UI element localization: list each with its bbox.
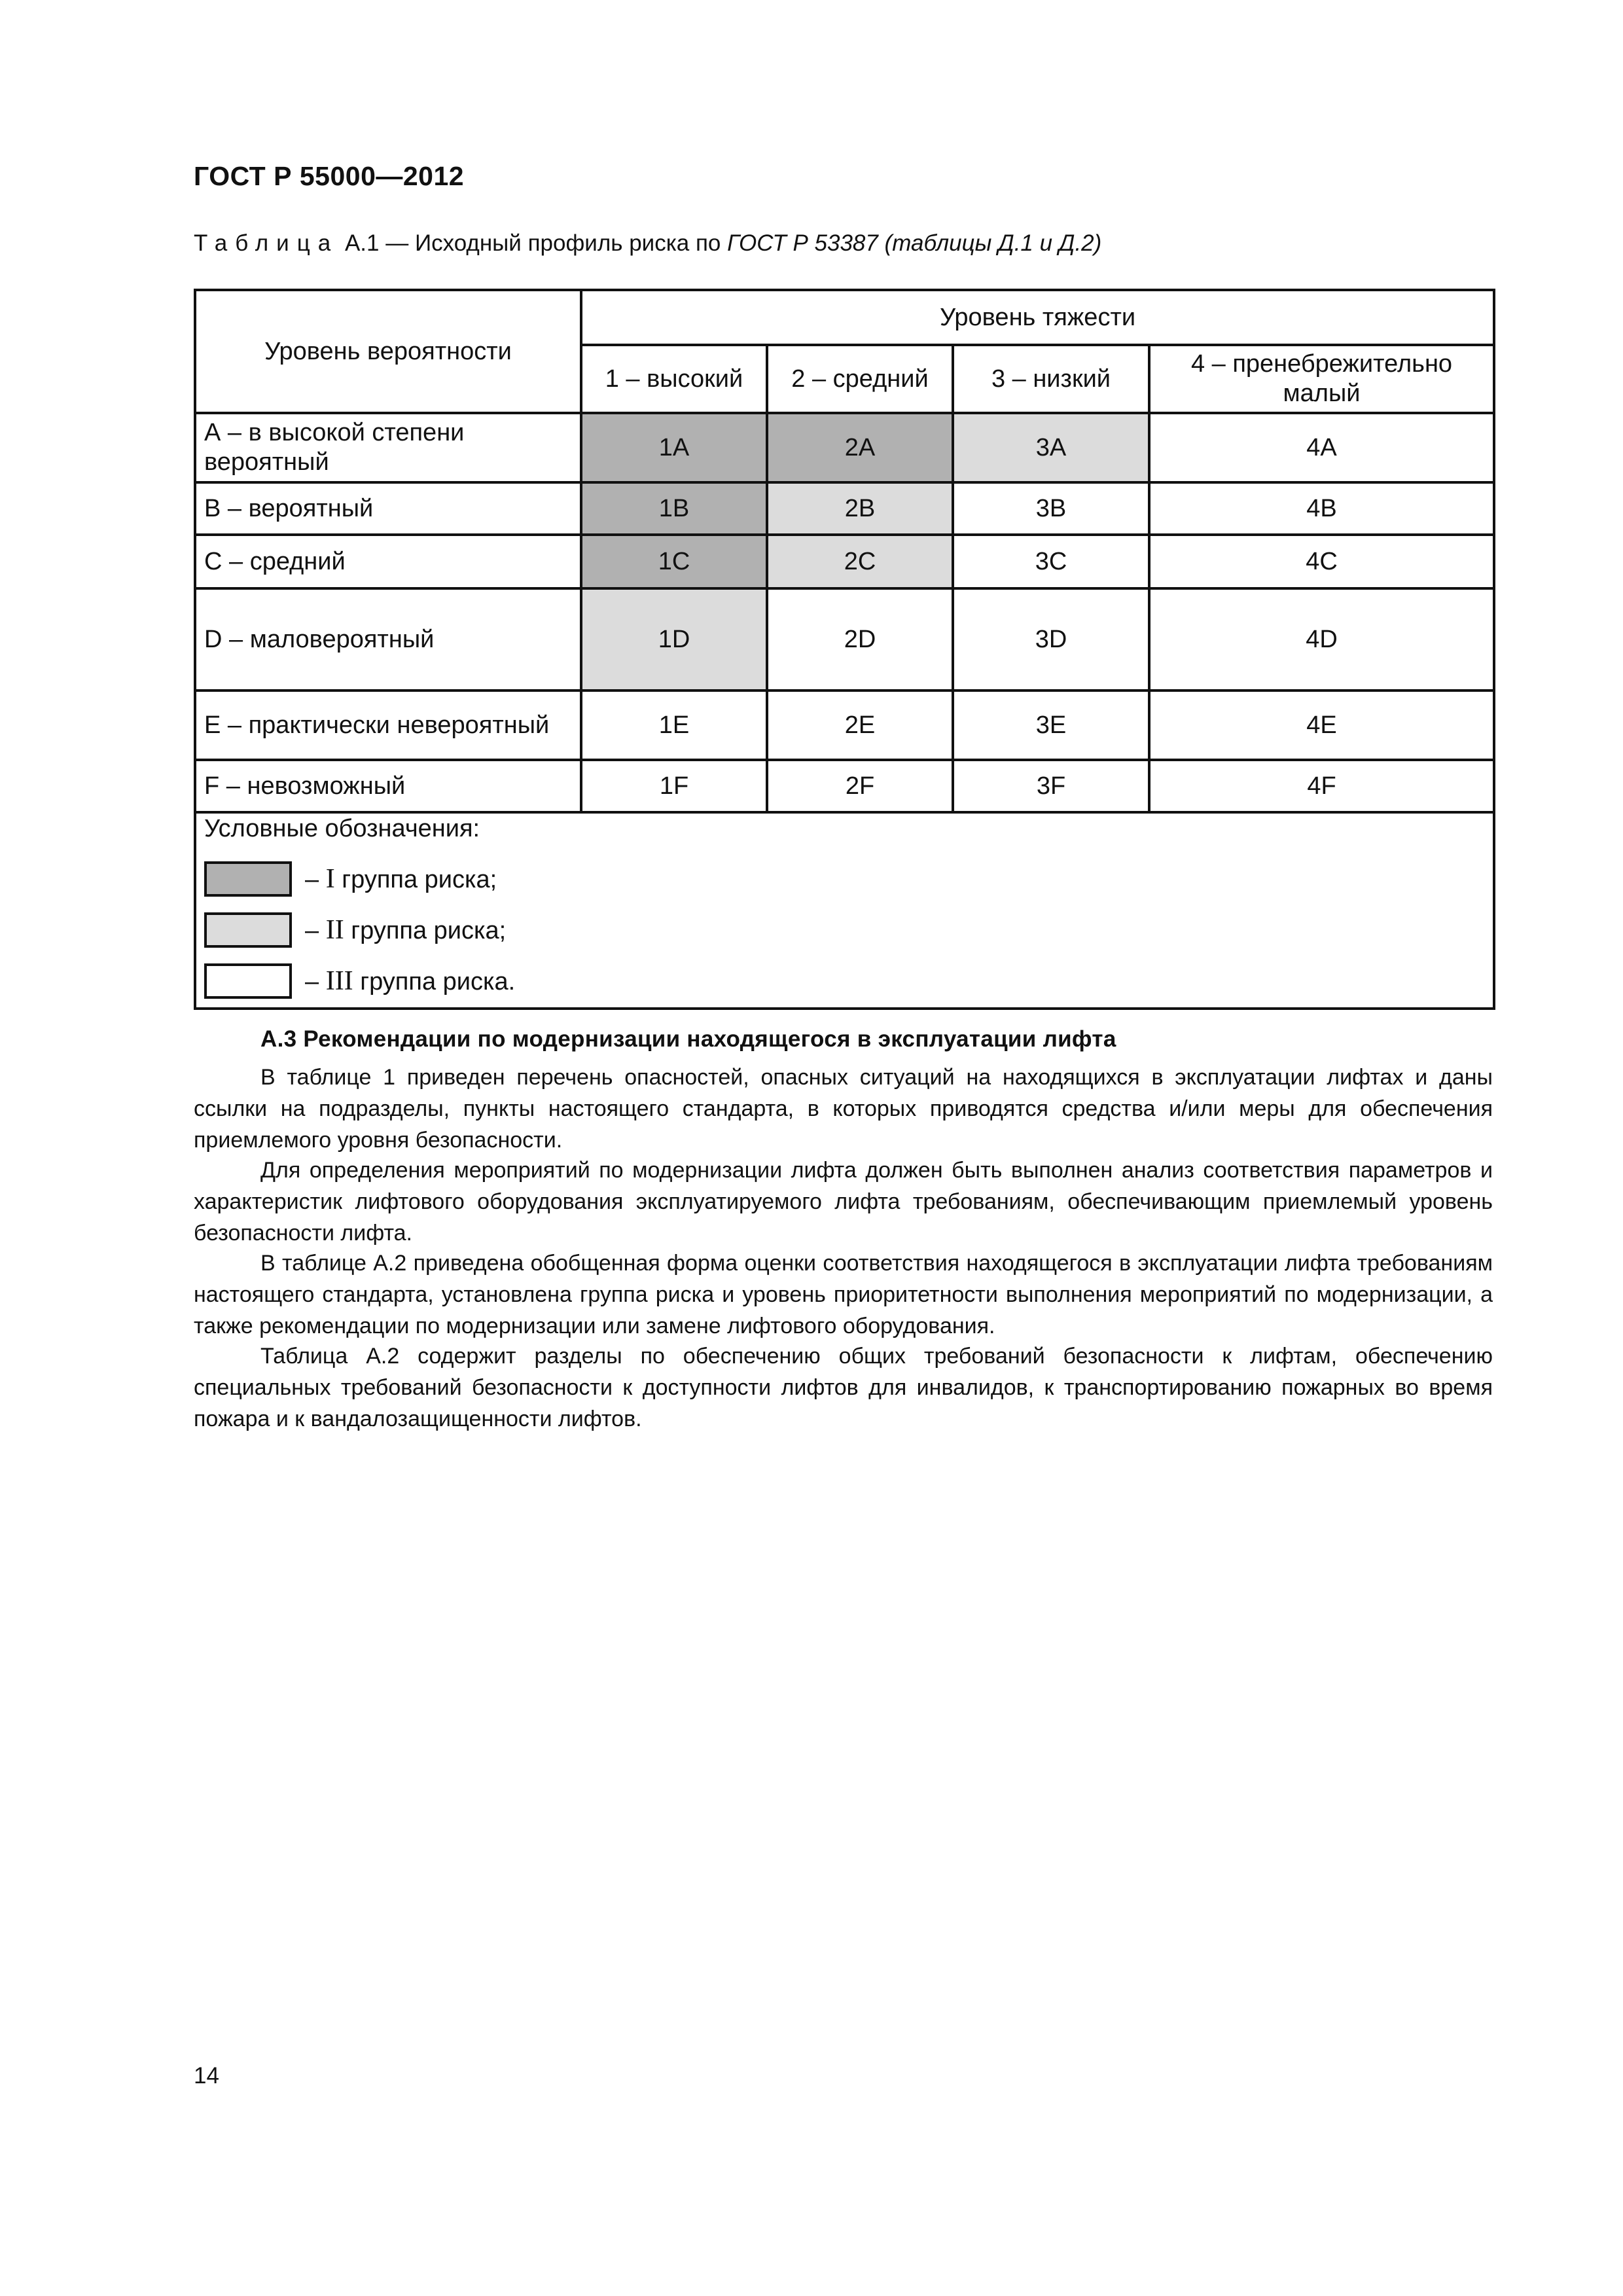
risk-profile-table [194, 289, 1495, 1010]
table-caption-reference: ГОСТ Р 53387 (таблицы Д.1 и Д.2) [727, 230, 1102, 256]
legend-roman-numeral: I [325, 863, 335, 894]
risk-cell: 1А [581, 413, 767, 482]
severity-level-1: 1 – высокий [581, 345, 767, 413]
risk-cell: 2В [767, 482, 953, 535]
risk-cell: 2D [767, 588, 953, 691]
risk-cell: 4E [1149, 691, 1494, 760]
risk-cell: 4А [1149, 413, 1494, 482]
risk-cell: 3F [953, 760, 1149, 812]
risk-cell: 3В [953, 482, 1149, 535]
probability-level-header: Уровень вероятности [195, 290, 581, 413]
risk-cell: 1F [581, 760, 767, 812]
legend-swatch [204, 912, 292, 948]
table-row [195, 535, 1494, 588]
table-caption [194, 230, 1101, 257]
legend-item-group-2 [204, 905, 1485, 956]
table-caption-text: А.1 — Исходный профиль риска по [338, 230, 728, 256]
risk-cell: 1С [581, 535, 767, 588]
legend-label [305, 863, 497, 896]
legend-swatch [204, 963, 292, 999]
legend-dash: – [305, 865, 326, 893]
risk-cell: 4D [1149, 588, 1494, 691]
row-label: D – маловероятный [195, 588, 581, 691]
severity-level-4: 4 – пренебрежительно малый [1149, 345, 1494, 413]
table-row [195, 588, 1494, 691]
row-label: В – вероятный [195, 482, 581, 535]
legend-swatch [204, 861, 292, 897]
table-row [195, 413, 1494, 482]
page-number: 14 [194, 2063, 219, 2089]
risk-cell: 4F [1149, 760, 1494, 812]
table-row [195, 691, 1494, 760]
severity-level-header: Уровень тяжести [581, 290, 1494, 345]
legend-title: Условные обозначения: [204, 814, 480, 842]
legend-text: группа риска; [344, 916, 507, 944]
risk-cell: 2E [767, 691, 953, 760]
table-row [195, 482, 1494, 535]
risk-cell: 1D [581, 588, 767, 691]
table-header-row [195, 290, 1494, 345]
risk-cell: 4С [1149, 535, 1494, 588]
risk-cell: 2А [767, 413, 953, 482]
severity-level-3: 3 – низкий [953, 345, 1149, 413]
body-paragraph: Таблица А.2 содержит разделы по обеспечению общих требований безопасности к лифтам, обеспечению специальных требований безопасности к доступности лифтов для инвалидов, к транспортированию пожарных во время пожара и к вандалозащищенности лифтов. [194, 1344, 1493, 1431]
risk-cell: 2F [767, 760, 953, 812]
legend-dash: – [305, 916, 326, 944]
legend-text: группа риска. [353, 967, 516, 996]
risk-cell: 1В [581, 482, 767, 535]
table-caption-label: Таблица [194, 230, 339, 256]
legend-text: группа риска; [334, 865, 497, 893]
risk-cell: 4В [1149, 482, 1494, 535]
severity-level-2: 2 – средний [767, 345, 953, 413]
row-label: E – практически невероятный [195, 691, 581, 760]
legend-dash: – [305, 967, 326, 996]
risk-cell: 3D [953, 588, 1149, 691]
row-label: F – невозможный [195, 760, 581, 812]
risk-cell: 3С [953, 535, 1149, 588]
legend [195, 812, 1494, 1009]
risk-cell: 2С [767, 535, 953, 588]
risk-cell: 1E [581, 691, 767, 760]
section-heading: А.3 Рекомендации по модернизации находящегося в эксплуатации лифта [260, 1026, 1116, 1052]
row-label: С – средний [195, 535, 581, 588]
legend-label [305, 965, 515, 998]
body-paragraph: В таблице А.2 приведена обобщенная форма оценки соответствия находящегося в эксплуатации лифта требованиям настоящего стандарта, установлена группа риска и уровень приоритетности выполнения мероприятий по модернизации, а также рекомендации по модернизации или замене лифтового оборудования. [194, 1251, 1493, 1338]
risk-cell: 3А [953, 413, 1149, 482]
legend-roman-numeral: III [325, 965, 353, 996]
document-code: ГОСТ Р 55000—2012 [194, 161, 465, 191]
legend-roman-numeral: II [325, 914, 344, 945]
risk-cell: 3E [953, 691, 1149, 760]
legend-row [195, 812, 1494, 1009]
body-paragraph: В таблице 1 приведен перечень опасностей, опасных ситуаций на находящихся в эксплуатации лифтах и даны ссылки на подразделы, пункты настоящего стандарта, в которых приводятся средства и/или меры для обеспечения приемлемого уровня безопасности. [194, 1065, 1493, 1153]
legend-item-group-3 [204, 956, 1485, 1007]
legend-item-group-1 [204, 853, 1485, 905]
table-row [195, 760, 1494, 812]
row-label: А – в высокой степени вероятный [195, 413, 581, 482]
legend-label [305, 914, 506, 947]
body-paragraph: Для определения мероприятий по модернизации лифта должен быть выполнен анализ соответствия параметров и характеристик лифтового оборудования эксплуатируемого лифта требованиям, обеспечивающим приемлемый уровень безопасности лифта. [194, 1158, 1493, 1246]
